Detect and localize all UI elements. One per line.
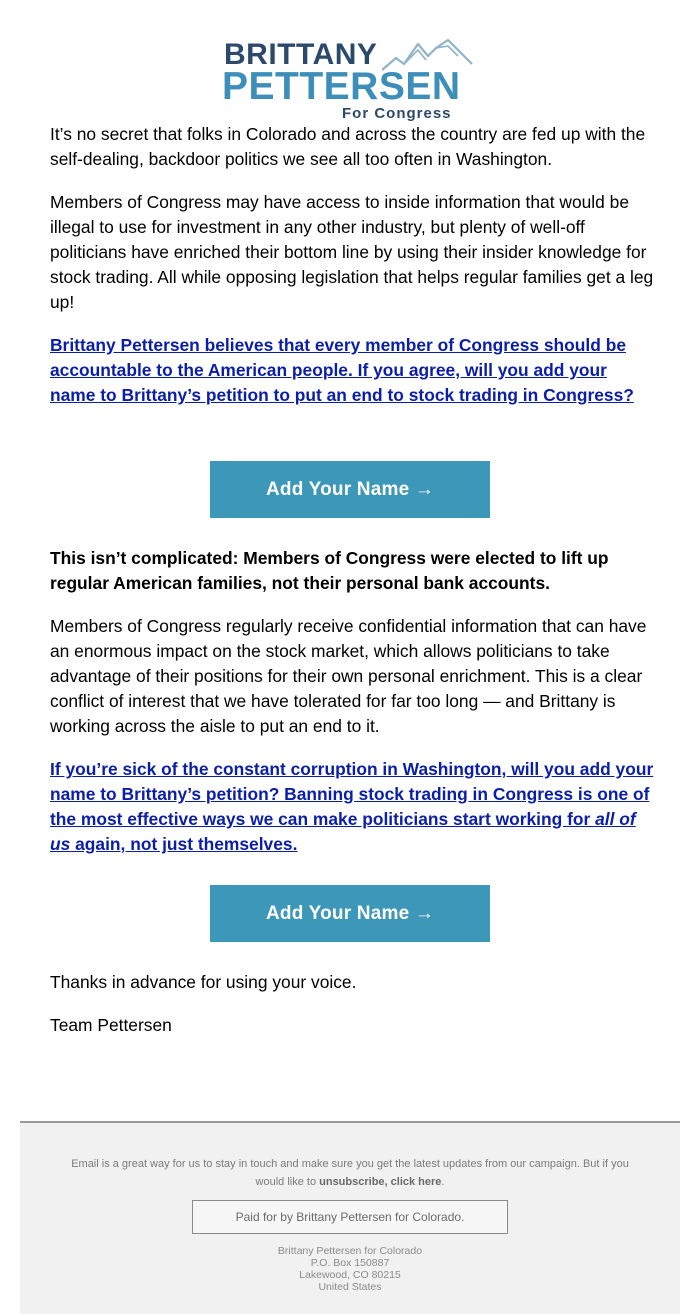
footer-note-text-b: . xyxy=(441,1176,445,1188)
paragraph-not-complicated: This isn’t complicated: Members of Congress were elected to lift up regular American families, not their personal bank accounts. xyxy=(50,548,609,593)
thanks-text: Thanks in advance for using your voice. xyxy=(50,972,357,992)
address-line-1: Brittany Pettersen for Colorado xyxy=(277,1245,423,1257)
logo-first-name: BRITTANY xyxy=(224,38,378,71)
unsubscribe-link[interactable]: unsubscribe, click here xyxy=(319,1176,442,1188)
paragraph-inside-info: Members of Congress may have access to inside information that would be illegal to use for investment in any other industry, but plenty of well-off politicians have enriched their bottom line by using their insider knowledge for stock trading. All while opposing legislation that helps regular families get a leg up! xyxy=(50,192,654,312)
email-body-top xyxy=(50,122,655,408)
paragraph-confidential-info: Members of Congress regularly receive confidential information that can have an enormous impact on the stock market, which allows politicians to take advantage of their positions for their own personal enrichment. This is a clear conflict of interest that we have tolerated for far too long — and Brittany is working across the aisle to put an end to it. xyxy=(50,616,647,736)
petition-link-2-emphasis: all of us xyxy=(50,809,636,854)
paragraph-petition-link-1 xyxy=(50,333,655,408)
petition-link-1[interactable]: Brittany Pettersen believes that every member of Congress should be accountable to the American people. If you agree, will you add your name to Brittany’s petition to put an end to stock trading in Congress? xyxy=(50,335,634,405)
mailing-address xyxy=(20,1245,680,1293)
petition-link-2[interactable] xyxy=(50,759,653,854)
address-line-3: Lakewood, CO 80215 xyxy=(299,1269,401,1281)
address-line-4: United States xyxy=(318,1281,382,1293)
email-footer xyxy=(20,1121,680,1314)
footer-note xyxy=(70,1155,630,1191)
email-body-middle xyxy=(50,546,655,857)
logo-last-name: PETTERSEN xyxy=(222,65,461,108)
logo-subtitle: For Congress xyxy=(342,105,452,122)
paragraph-petition-link-2 xyxy=(50,757,655,857)
petition-link-2-text-a: If you’re sick of the constant corruption in Washington, will you add your name to Brittany’s petition? Banning stock trading in Congress is one of the most effective ways we can make politicians start working for xyxy=(50,759,654,829)
paid-for-disclaimer: Paid for by Brittany Pettersen for Colorado. xyxy=(192,1200,508,1234)
campaign-logo xyxy=(0,18,700,122)
footer-note-text-a: Email is a great way for us to stay in touch and make sure you get the latest updates from our campaign. But if you would like to xyxy=(71,1158,629,1188)
add-your-name-button-2[interactable]: Add Your Name → xyxy=(210,885,490,942)
paragraph-intro: It’s no secret that folks in Colorado and across the country are fed up with the self-dealing, backdoor politics we see all too often in Washington. xyxy=(50,124,646,169)
petition-link-2-text-b: again, not just themselves. xyxy=(70,834,298,854)
signoff-text: Team Pettersen xyxy=(50,1015,172,1035)
email-closing xyxy=(50,970,655,1038)
address-line-2: P.O. Box 150887 xyxy=(310,1257,390,1269)
add-your-name-button-1[interactable]: Add Your Name → xyxy=(210,461,490,518)
